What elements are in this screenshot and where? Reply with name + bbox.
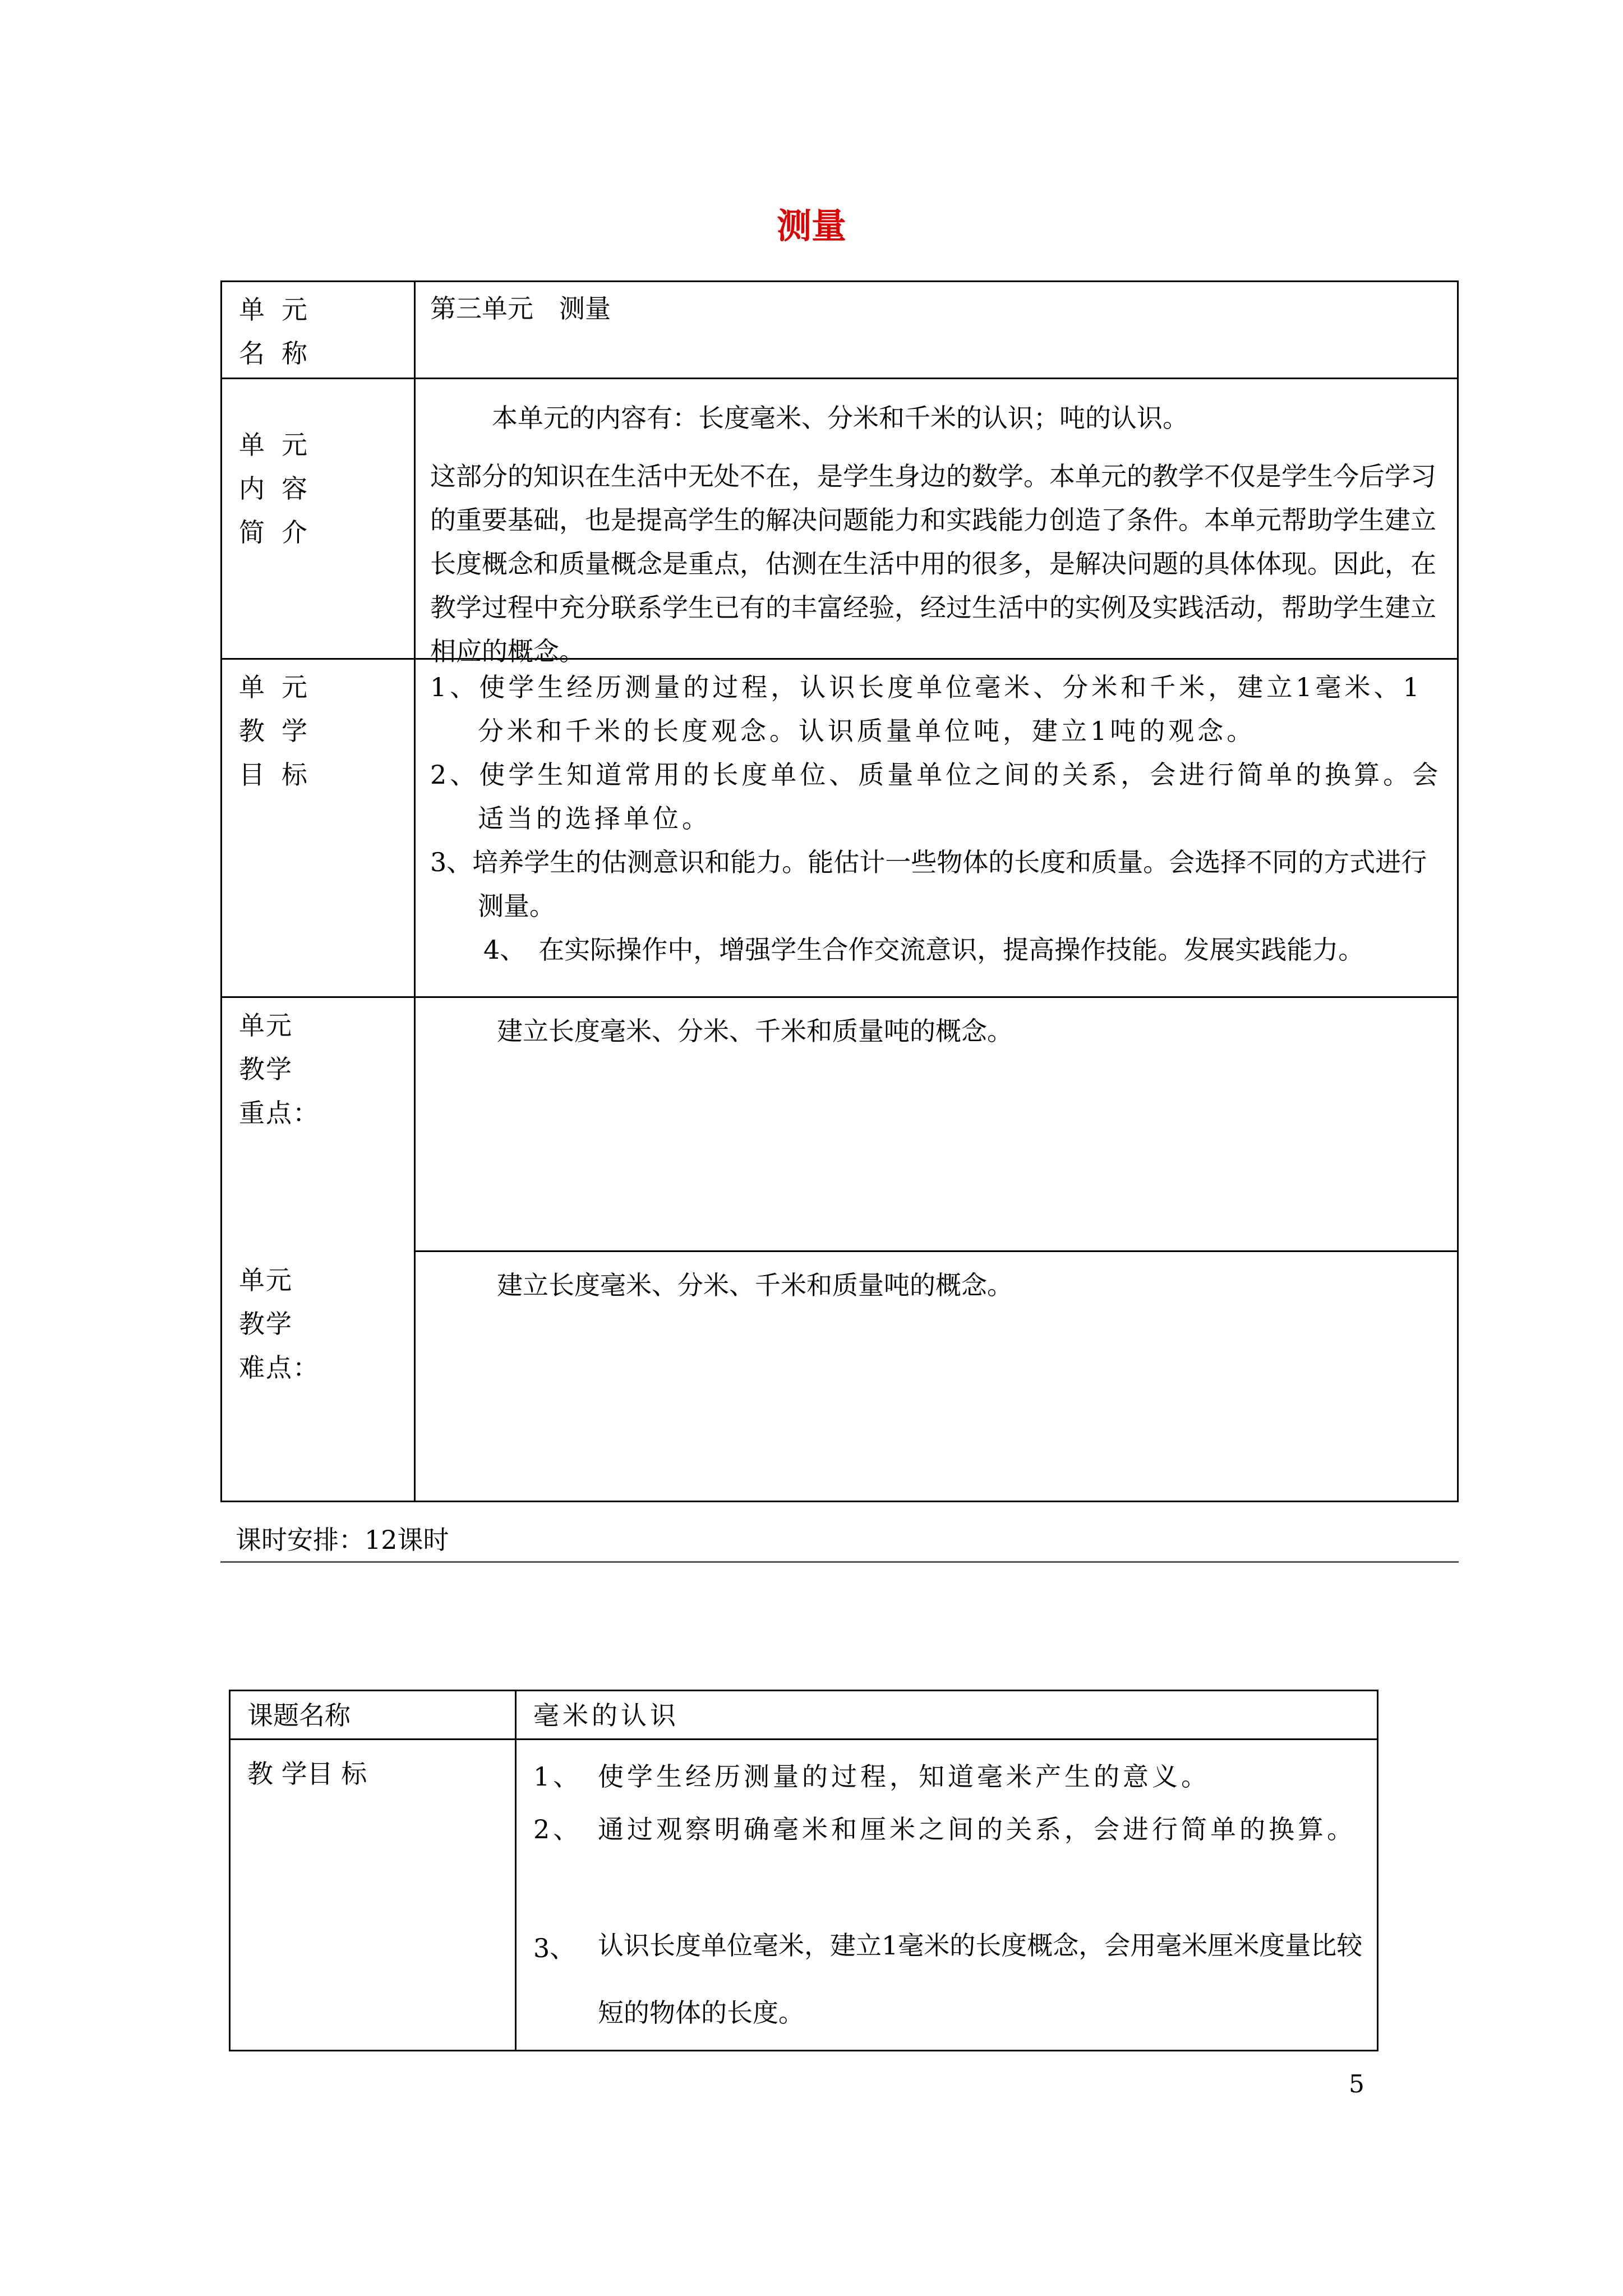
unit-name-row: [222, 282, 1457, 378]
goal-number: 1、: [533, 1761, 583, 1792]
objective-item: 4、 在实际操作中，增强学生合作交流意识，提高操作技能。发展实践能力。: [483, 935, 1364, 965]
class-schedule: 课时安排：12课时: [236, 1525, 449, 1555]
intro-paragraph-1: 本单元的内容有：长度毫米、分米和千米的认识；吨的认识。: [492, 403, 1188, 433]
unit-name-value: 第三单元 测量: [430, 293, 611, 324]
objective-item: 3、培养学生的估测意识和能力。能估计一些物体的长度和质量。会选择不同的方式进行测量。: [430, 847, 1427, 921]
unit-difficulty-label: 单元 教学 难点：: [239, 1265, 320, 1383]
unit-objectives-row: [222, 660, 1457, 996]
unit-objectives-content: [416, 660, 1457, 996]
lesson-label-column: [230, 1691, 517, 2050]
intro-paragraph-2: 这部分的知识在生活中无处不在，是学生身边的数学。本单元的教学不仅是学生今后学习的重要基础，也是提高学生的解决问题能力和实践能力创造了条件。本单元帮助学生建立长度概念和质量概念是重点，估测在生活中用的很多，是解决问题的具体体现。因此，在教学过程中充分联系学生已有的丰富经验，经过生活中的实例及实践活动，帮助学生建立相应的概念。: [430, 461, 1436, 666]
objective-item: 1、使学生经历测量的过程，认识长度单位毫米、分米和千米，建立1毫米、1分米和千米的长度观念。认识质量单位吨，建立1吨的观念。: [430, 672, 1423, 746]
lesson-topic-value: 毫米的认识: [533, 1700, 679, 1731]
unit-key-value: 建立长度毫米、分米、千米和质量吨的概念。: [497, 1016, 1013, 1046]
goal-text: 通过观察明确毫米和厘米之间的关系，会进行简单的换算。: [598, 1814, 1356, 1844]
goal-text: 使学生经历测量的过程，知道毫米产生的意义。: [598, 1761, 1210, 1792]
goal-number: 3、: [533, 1933, 576, 1963]
goal-number: 2、: [533, 1814, 583, 1844]
goal-text: 认识长度单位毫米，建立1毫米的长度概念，会用毫米厘米度量比较短的物体的长度。: [598, 1930, 1363, 2028]
unit-overview-table: [220, 280, 1459, 1502]
lesson-table: [229, 1690, 1378, 2051]
unit-intro-content: [416, 379, 1457, 666]
unit-key-label: 单元 教学 重点：: [239, 1010, 320, 1128]
divider-line: [220, 1561, 1459, 1563]
unit-name-label: 单元 名称: [222, 282, 416, 378]
lesson-goal-label: 教 学目 标: [247, 1759, 367, 1789]
unit-intro-label: 单元 内容 简介: [222, 379, 416, 658]
unit-intro-row: [222, 379, 1457, 666]
unit-difficulty-value: 建立长度毫米、分米、千米和质量吨的概念。: [497, 1270, 1013, 1300]
objective-item: 2、使学生知道常用的长度单位、质量单位之间的关系，会进行简单的换算。会适当的选择单位。: [430, 760, 1442, 834]
unit-objectives-label: 单元 教学 目标: [222, 660, 416, 996]
lesson-topic-label: 课题名称: [247, 1700, 351, 1731]
page-title: 测量: [776, 205, 846, 246]
page-number: 5: [1349, 2070, 1364, 2099]
row-divider: [230, 1738, 1377, 1740]
